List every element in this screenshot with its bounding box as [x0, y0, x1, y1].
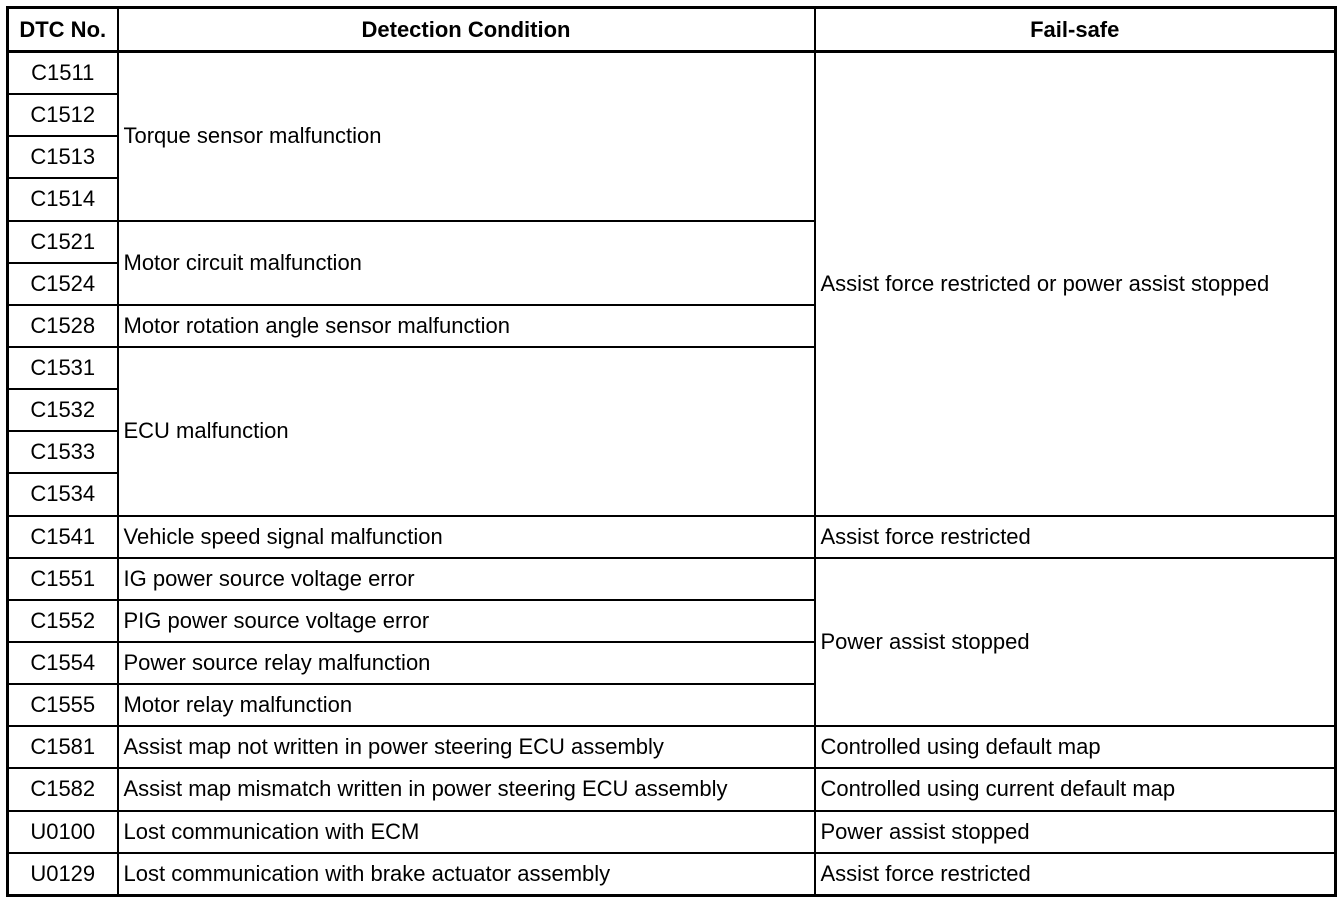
dtc-code: C1524 — [8, 263, 118, 305]
detection-condition: Torque sensor malfunction — [118, 52, 815, 221]
dtc-code: C1541 — [8, 516, 118, 558]
fail-safe: Controlled using default map — [815, 726, 1336, 768]
header-dtc-no: DTC No. — [8, 8, 118, 52]
dtc-code: C1534 — [8, 473, 118, 515]
detection-condition: Motor circuit malfunction — [118, 221, 815, 305]
dtc-code: C1581 — [8, 726, 118, 768]
header-row — [8, 8, 1336, 52]
dtc-table — [6, 6, 1337, 897]
dtc-code: U0100 — [8, 811, 118, 853]
detection-condition: ECU malfunction — [118, 347, 815, 516]
detection-condition: Lost communication with brake actuator assembly — [118, 853, 815, 896]
header-detection-condition: Detection Condition — [118, 8, 815, 52]
detection-condition: IG power source voltage error — [118, 558, 815, 600]
table-row — [8, 52, 1336, 95]
table-row — [8, 516, 1336, 558]
dtc-code: C1554 — [8, 642, 118, 684]
fail-safe: Assist force restricted — [815, 516, 1336, 558]
table-row — [8, 811, 1336, 853]
detection-condition: Lost communication with ECM — [118, 811, 815, 853]
dtc-code: C1555 — [8, 684, 118, 726]
header-fail-safe: Fail-safe — [815, 8, 1336, 52]
dtc-code: C1551 — [8, 558, 118, 600]
table-row — [8, 768, 1336, 810]
fail-safe: Power assist stopped — [815, 811, 1336, 853]
table-row — [8, 726, 1336, 768]
dtc-code: C1531 — [8, 347, 118, 389]
detection-condition: Motor rotation angle sensor malfunction — [118, 305, 815, 347]
dtc-code: C1582 — [8, 768, 118, 810]
fail-safe: Power assist stopped — [815, 558, 1336, 727]
dtc-code: C1533 — [8, 431, 118, 473]
table-row — [8, 558, 1336, 600]
detection-condition: Assist map not written in power steering ECU assembly — [118, 726, 815, 768]
detection-condition: PIG power source voltage error — [118, 600, 815, 642]
dtc-code: C1521 — [8, 221, 118, 263]
dtc-code: C1512 — [8, 94, 118, 136]
fail-safe: Assist force restricted or power assist stopped — [815, 52, 1336, 516]
detection-condition: Power source relay malfunction — [118, 642, 815, 684]
detection-condition: Vehicle speed signal malfunction — [118, 516, 815, 558]
dtc-code: C1528 — [8, 305, 118, 347]
dtc-code: C1514 — [8, 178, 118, 220]
dtc-code: U0129 — [8, 853, 118, 896]
detection-condition: Assist map mismatch written in power steering ECU assembly — [118, 768, 815, 810]
dtc-code: C1511 — [8, 52, 118, 95]
dtc-code: C1532 — [8, 389, 118, 431]
dtc-code: C1552 — [8, 600, 118, 642]
detection-condition: Motor relay malfunction — [118, 684, 815, 726]
fail-safe: Controlled using current default map — [815, 768, 1336, 810]
dtc-code: C1513 — [8, 136, 118, 178]
table-row — [8, 853, 1336, 896]
fail-safe: Assist force restricted — [815, 853, 1336, 896]
